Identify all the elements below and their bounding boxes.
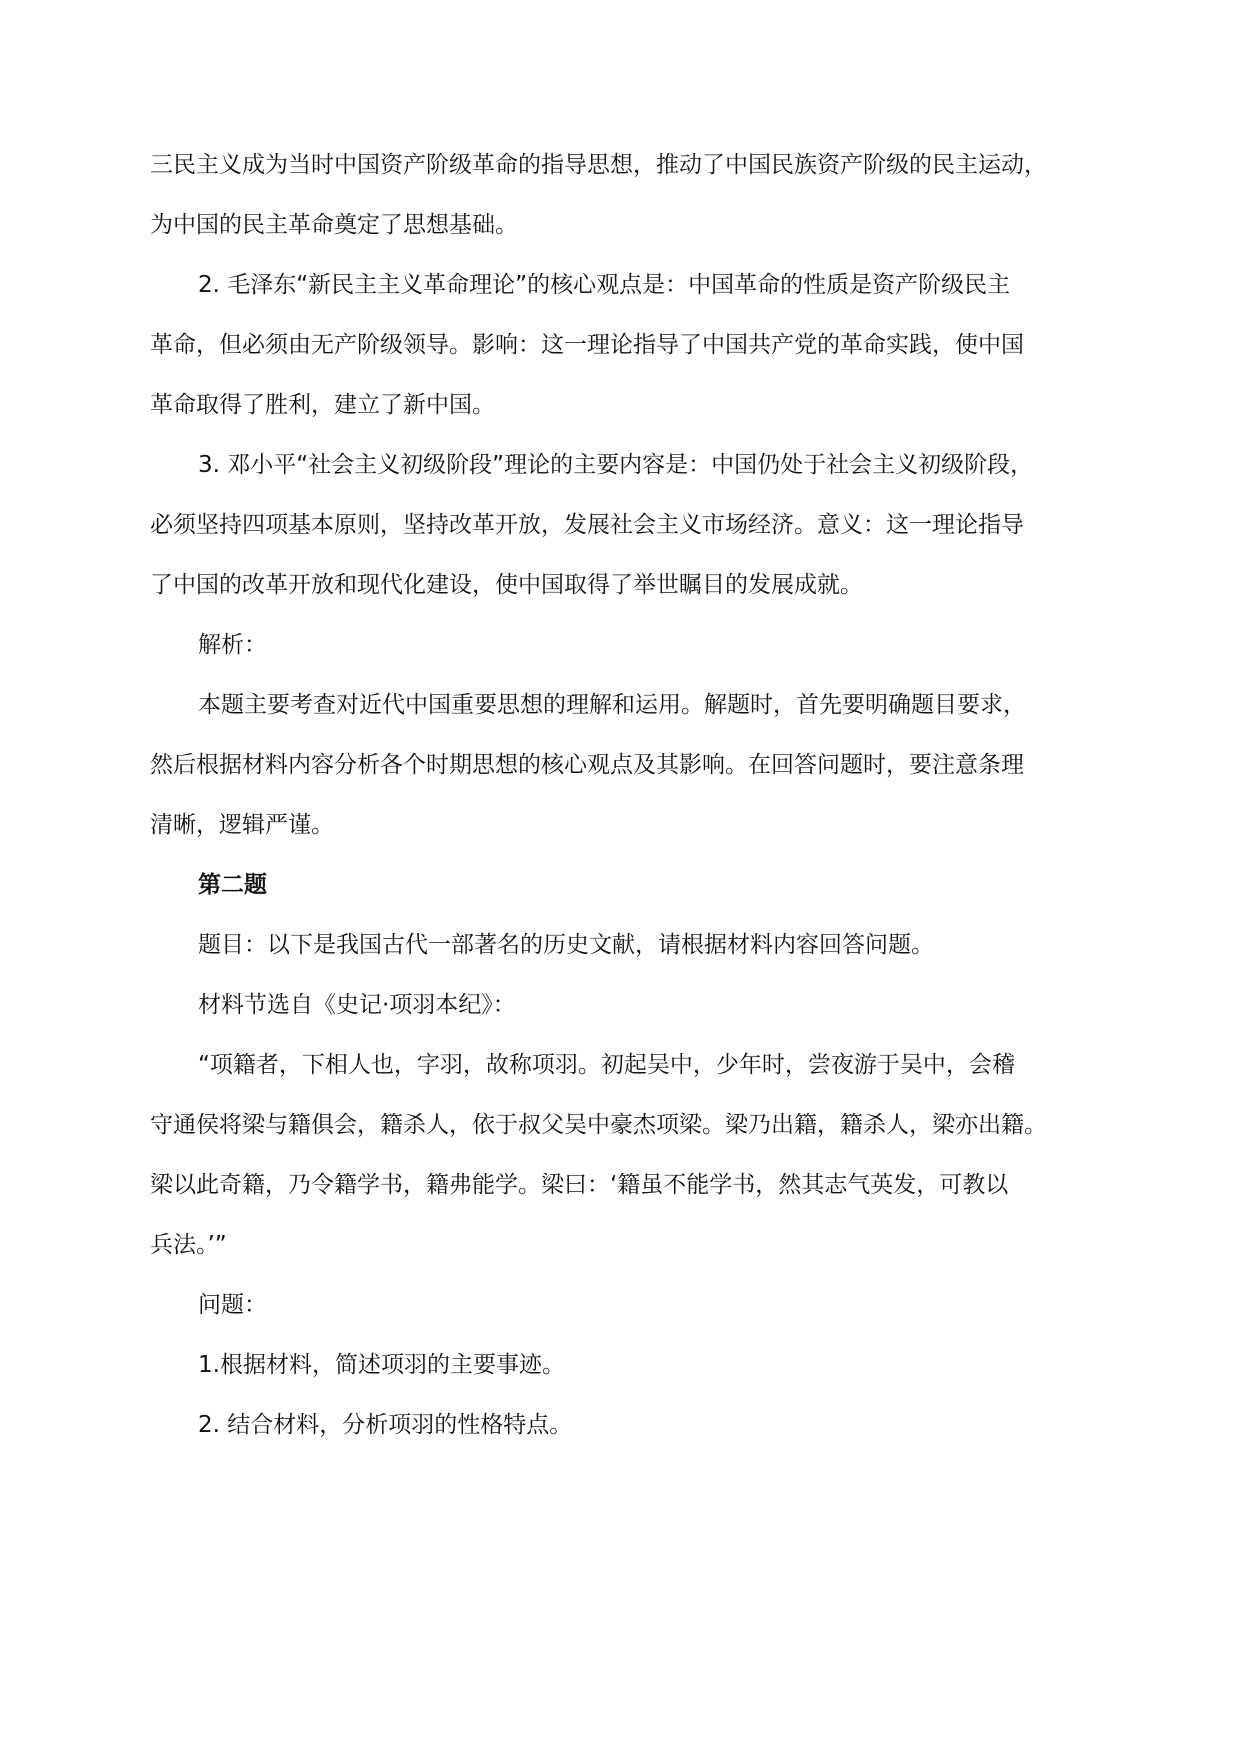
section-heading [150,855,1110,915]
answer-item-3 [150,435,1110,615]
text-line: 了中国的改革开放和现代化建设，使中国取得了举世瞩目的发展成就。 [150,572,863,598]
analysis-body [150,675,1110,855]
text-line: 问题： [198,1292,267,1318]
text-line: 守通侯将梁与籍俱会，籍杀人，依于叔父吴中豪杰项梁。梁乃出籍，籍杀人，梁亦出籍。 [150,1112,1047,1138]
question-item-2 [150,1395,1110,1455]
text-line: 题目：以下是我国古代一部著名的历史文献，请根据材料内容回答问题。 [198,932,934,958]
material-quote [150,1035,1110,1275]
text-line: 革命取得了胜利，建立了新中国。 [150,392,495,418]
text-line: 必须坚持四项基本原则，坚持改革开放，发展社会主义市场经济。意义：这一理论指导 [150,512,1024,538]
text-line: 2. 毛泽东“新民主主义革命理论”的核心观点是：中国革命的性质是资产阶级民主 [198,272,1011,298]
text-line: 材料节选自《史记·项羽本纪》： [198,992,516,1018]
question-item-1 [150,1335,1110,1395]
text-line: 本题主要考查对近代中国重要思想的理解和运用。解题时，首先要明确题目要求， [198,692,1026,718]
material-source [150,975,1110,1035]
paragraph-continuation [150,135,1110,255]
analysis-label [150,615,1110,675]
text-line: 兵法。’” [150,1232,227,1258]
text-line: “项籍者，下相人也，字羽，故称项羽。初起吴中，少年时，尝夜游于吴中，会稽 [198,1052,1015,1078]
question-prompt [150,915,1110,975]
text-line: 2. 结合材料，分析项羽的性格特点。 [198,1412,573,1438]
questions-label [150,1275,1110,1335]
text-line: 3. 邓小平“社会主义初级阶段”理论的主要内容是：中国仍处于社会主义初级阶段， [198,452,1034,478]
text-line: 1.根据材料，简述项羽的主要事迹。 [198,1352,565,1378]
document-body [150,135,1110,1455]
text-line: 三民主义成为当时中国资产阶级革命的指导思想，推动了中国民族资产阶级的民主运动， [150,152,1047,178]
text-line: 然后根据材料内容分析各个时期思想的核心观点及其影响。在回答问题时，要注意条理 [150,752,1024,778]
question-heading: 第二题 [198,872,267,898]
text-line: 清晰，逻辑严谨。 [150,812,334,838]
text-line: 为中国的民主革命奠定了思想基础。 [150,212,518,238]
text-line: 革命，但必须由无产阶级领导。影响：这一理论指导了中国共产党的革命实践，使中国 [150,332,1024,358]
answer-item-2 [150,255,1110,435]
text-line: 解析： [198,632,267,658]
text-line: 梁以此奇籍，乃令籍学书，籍弗能学。梁曰：‘籍虽不能学书，然其志气英发，可教以 [150,1172,1009,1198]
